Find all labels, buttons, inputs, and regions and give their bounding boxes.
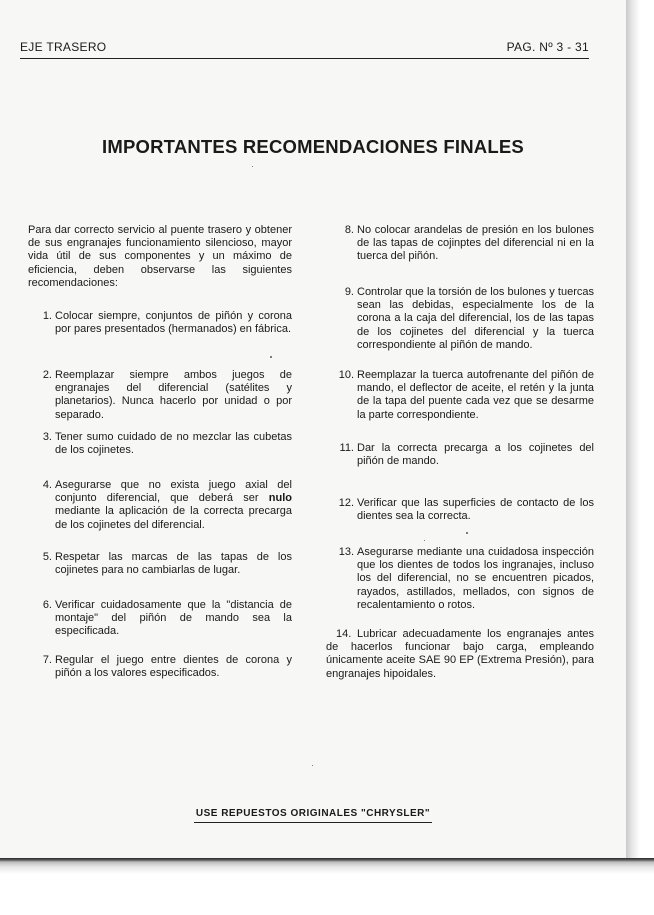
item-text: Reemplazar la tuerca autofrenante del piñón de mando, el deflector de aceite, el retén y la junta de la tapa del puente cada vez que se desarme la parte correspondiente. (357, 369, 594, 421)
page-title: IMPORTANTES RECOMENDACIONES FINALES (102, 136, 524, 157)
page-edge-shadow (626, 0, 654, 915)
item-number: 1. (42, 310, 52, 322)
item-text: Dar la correcta precarga a los cojinetes del piñón de mando. (357, 442, 594, 468)
item-number: 12. (338, 497, 354, 509)
item-number: 8. (344, 224, 354, 236)
section-title: EJE TRASERO (20, 40, 107, 54)
item-text-part: Lubricar adecuadamente los engranajes antes de hacerlos funcionar bajo carga, empleando únicamente aceite SAE 90 EP (Extrema Presión), para engranajes hipoidales. (326, 628, 594, 680)
scan-margin (0, 874, 654, 915)
item-number: 7. (42, 654, 52, 666)
scan-speck (466, 532, 468, 534)
list-item (28, 599, 292, 639)
list-item (326, 546, 594, 612)
item-number: 14. (336, 628, 352, 640)
list-item (326, 369, 594, 422)
item-text-part: Asegurarse que no exista juego axial del conjunto diferencial, que deberá ser (55, 479, 292, 505)
scan-speck (424, 540, 425, 541)
list-item (28, 431, 292, 457)
item-number: 6. (42, 599, 52, 611)
scan-speck (270, 356, 272, 358)
page-number: PAG. Nº 3 - 31 (506, 40, 589, 54)
item-text: Tener sumo cuidado de no mezclar las cubetas de los cojinetes. (55, 431, 292, 457)
item-text (55, 479, 292, 532)
list-item (28, 310, 292, 336)
item-number: 3. (42, 431, 52, 443)
list-item (326, 286, 594, 352)
item-text-part: mediante la aplicación de la correcta precarga de los cojinetes del diferencial. (55, 505, 292, 531)
header-rule (20, 58, 589, 59)
item-number: 4. (42, 479, 52, 491)
list-item (28, 654, 292, 680)
scan-speck (252, 166, 253, 167)
item-number: 9. (344, 286, 354, 298)
item-text: Colocar siempre, conjuntos de piñón y corona por pares presentados (hermanados) en fábrica. (55, 310, 292, 336)
item-text: Regular el juego entre dientes de corona y piñón a los valores especificados. (55, 654, 292, 680)
list-item (326, 442, 594, 468)
emphasis-text: nulo (268, 492, 292, 505)
list-item (326, 628, 594, 681)
list-item (326, 224, 594, 264)
list-item (28, 479, 292, 532)
item-text: Reemplazar siempre ambos juegos de engranajes del diferencial (satélites y planetarios). Nunca hacerlo por unidad o por separado. (55, 369, 292, 421)
item-text (326, 628, 594, 681)
item-number: 13. (338, 546, 354, 558)
list-item (326, 497, 594, 523)
item-number: 10. (338, 369, 354, 381)
item-text: Respetar las marcas de las tapas de los cojinetes para no cambiarlas de lugar. (55, 551, 292, 577)
item-text: No colocar arandelas de presión en los bulones de las tapas de cojinptes del diferencial ni en la tuerca del piñón. (357, 224, 594, 263)
list-item (28, 551, 292, 577)
item-number: 2. (42, 369, 52, 381)
item-number: 11. (339, 442, 354, 454)
item-text: Verificar cuidadosamente que la "distancia de montaje" del piñón de mando sea la especificada. (55, 599, 292, 638)
intro-paragraph: Para dar correcto servicio al puente trasero y obtener de sus engranajes funcionamiento silencioso, mayor vida útil de sus componentes y un máximo de eficiencia, deben observarse las siguientes recomendaciones: (28, 224, 292, 289)
page-bottom-shadow (0, 858, 654, 874)
item-number: 5. (42, 551, 52, 563)
list-item (28, 369, 292, 422)
scan-speck (312, 765, 313, 766)
page-footer (0, 803, 626, 821)
item-text: Asegurarse mediante una cuidadosa inspección que los dientes de todos los ingranajes, incluso los del diferencial, no se encuentren picados, rayados, astillados, mellados, con signos de recalentamiento o rotos. (357, 546, 594, 611)
item-text: Controlar que la torsión de los bulones y tuercas sean las debidas, especialmente los de la corona a la caja del diferencial, los de las tapas de los cojinetes del diferencial y la tuerca correspondiente al piñón de mando. (357, 286, 594, 351)
item-text: Verificar que las superficies de contacto de los dientes sea la correcta. (357, 497, 594, 523)
footer-notice: USE REPUESTOS ORIGINALES "CHRYSLER" (194, 808, 432, 823)
